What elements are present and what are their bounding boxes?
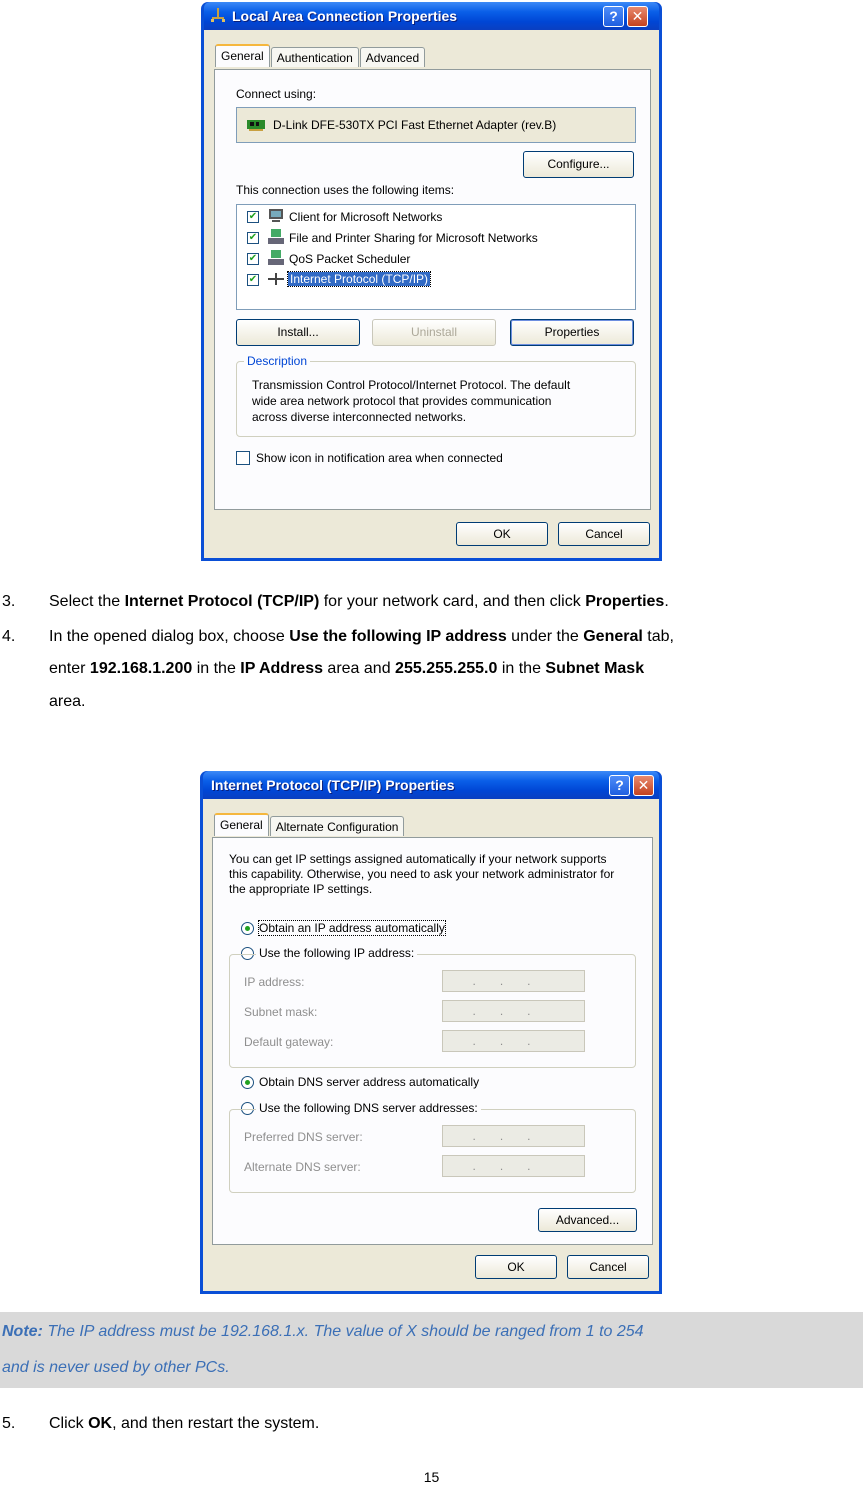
intro-line: the appropriate IP settings.: [229, 882, 373, 896]
install-button[interactable]: Install...: [236, 319, 360, 346]
tab-general[interactable]: General: [214, 813, 269, 836]
item-label-client[interactable]: Client for Microsoft Networks: [289, 210, 443, 224]
dns-group: [229, 1101, 636, 1193]
properties-button[interactable]: Properties: [510, 319, 634, 346]
obtain-ip-label[interactable]: Obtain an IP address automatically: [259, 921, 445, 935]
step-4-number: 4.: [2, 628, 16, 645]
step-4-line-3: area.: [49, 693, 86, 710]
step-3-number: 3.: [2, 593, 16, 610]
default-gateway-input[interactable]: ...: [442, 1030, 585, 1052]
network-service-icon: [267, 229, 285, 245]
preferred-dns-input[interactable]: ...: [442, 1125, 585, 1147]
uninstall-button[interactable]: Uninstall: [372, 319, 496, 346]
dialog2-client: [203, 799, 659, 1291]
close-button[interactable]: ✕: [627, 6, 648, 27]
item-label-file-sharing[interactable]: File and Printer Sharing for Microsoft Networks: [289, 231, 538, 245]
intro-line: You can get IP settings assigned automatically if your network supports: [229, 852, 607, 866]
protocol-icon: [267, 272, 285, 286]
item-label-tcpip[interactable]: Internet Protocol (TCP/IP): [290, 272, 429, 286]
alternate-dns-label: Alternate DNS server:: [244, 1160, 361, 1174]
preferred-dns-label: Preferred DNS server:: [244, 1130, 363, 1144]
items-label: This connection uses the following items:: [236, 183, 455, 197]
dialog2-tabs: [214, 816, 405, 836]
step-4-line-2: enter 192.168.1.200 in the IP Address area and 255.255.255.0 in the Subnet Mask: [49, 660, 645, 677]
advanced-button[interactable]: Advanced...: [538, 1208, 637, 1232]
use-ip-label[interactable]: Use the following IP address:: [256, 946, 417, 960]
description-line: wide area network protocol that provides communication: [252, 394, 552, 408]
dialog1-general-panel: [214, 69, 651, 510]
step-5-number: 5.: [2, 1415, 16, 1432]
dialog1-client: [204, 30, 659, 558]
dialog2-title: Internet Protocol (TCP/IP) Properties: [211, 777, 455, 793]
item-checkbox-file-sharing[interactable]: ✔: [248, 232, 258, 243]
item-checkbox-client[interactable]: ✔: [248, 211, 258, 222]
component-list[interactable]: [236, 204, 636, 310]
item-checkbox-tcpip[interactable]: ✔: [248, 274, 258, 285]
step-3-text: Select the Internet Protocol (TCP/IP) for your network card, and then click Properties.: [49, 593, 669, 610]
description-line: across diverse interconnected networks.: [252, 410, 467, 424]
step-4-line-1: In the opened dialog box, choose Use the following IP address under the General tab,: [49, 628, 674, 645]
description-line: Transmission Control Protocol/Internet Protocol. The default: [252, 378, 571, 392]
local-area-connection-dialog: [201, 2, 662, 561]
dialog1-tabs: [215, 47, 426, 67]
item-label-qos[interactable]: QoS Packet Scheduler: [289, 252, 411, 266]
alternate-dns-input[interactable]: ...: [442, 1155, 585, 1177]
computer-icon: [267, 208, 285, 224]
dialog2-titlebar[interactable]: [203, 771, 659, 799]
adapter-name: D-Link DFE-530TX PCI Fast Ethernet Adapter (rev.B): [273, 118, 557, 132]
item-checkbox-qos[interactable]: ✔: [248, 253, 258, 264]
cancel-button[interactable]: Cancel: [567, 1255, 649, 1279]
dialog1-title: Local Area Connection Properties: [232, 8, 458, 24]
tab-advanced[interactable]: Advanced: [360, 47, 425, 67]
help-button[interactable]: ?: [609, 775, 630, 796]
default-gateway-label: Default gateway:: [244, 1035, 334, 1049]
tab-general[interactable]: General: [215, 44, 270, 67]
ip-address-group: [229, 946, 636, 1068]
description-title: Description: [244, 354, 310, 368]
intro-line: this capability. Otherwise, you need to ask your network administrator for: [229, 867, 615, 881]
ok-button[interactable]: OK: [475, 1255, 557, 1279]
obtain-dns-radio[interactable]: [241, 1076, 254, 1089]
use-dns-label[interactable]: Use the following DNS server addresses:: [256, 1101, 481, 1115]
show-icon-checkbox[interactable]: [236, 451, 250, 465]
page-number: 15: [423, 1469, 440, 1485]
network-connection-icon: [210, 7, 226, 23]
subnet-mask-input[interactable]: ...: [442, 1000, 585, 1022]
show-icon-label[interactable]: Show icon in notification area when connected: [256, 451, 503, 465]
obtain-ip-radio[interactable]: [241, 922, 254, 935]
ip-address-label: IP address:: [244, 975, 305, 989]
tab-authentication[interactable]: Authentication: [271, 47, 359, 67]
note-line-2: and is never used by other PCs.: [2, 1359, 230, 1376]
adapter-field: [236, 107, 636, 143]
network-service-icon: [267, 250, 285, 266]
dialog1-titlebar[interactable]: [204, 2, 659, 30]
step-5-text: Click OK, and then restart the system.: [49, 1415, 320, 1432]
network-card-icon: [247, 119, 265, 131]
connect-using-label: Connect using:: [236, 87, 317, 101]
help-button[interactable]: ?: [603, 6, 624, 27]
ok-button[interactable]: OK: [456, 522, 548, 546]
description-group: [236, 354, 636, 437]
cancel-button[interactable]: Cancel: [558, 522, 650, 546]
close-button[interactable]: ✕: [633, 775, 654, 796]
dialog2-general-panel: [212, 837, 653, 1245]
tab-alternate-configuration[interactable]: Alternate Configuration: [270, 816, 405, 836]
obtain-dns-label[interactable]: Obtain DNS server address automatically: [259, 1075, 480, 1089]
ip-address-input[interactable]: ...: [442, 970, 585, 992]
tcpip-properties-dialog: [200, 771, 662, 1294]
configure-button[interactable]: Configure...: [523, 151, 634, 178]
subnet-mask-label: Subnet mask:: [244, 1005, 318, 1019]
note-line-1: Note: The IP address must be 192.168.1.x. The value of X should be ranged from 1 to 254: [2, 1323, 644, 1340]
